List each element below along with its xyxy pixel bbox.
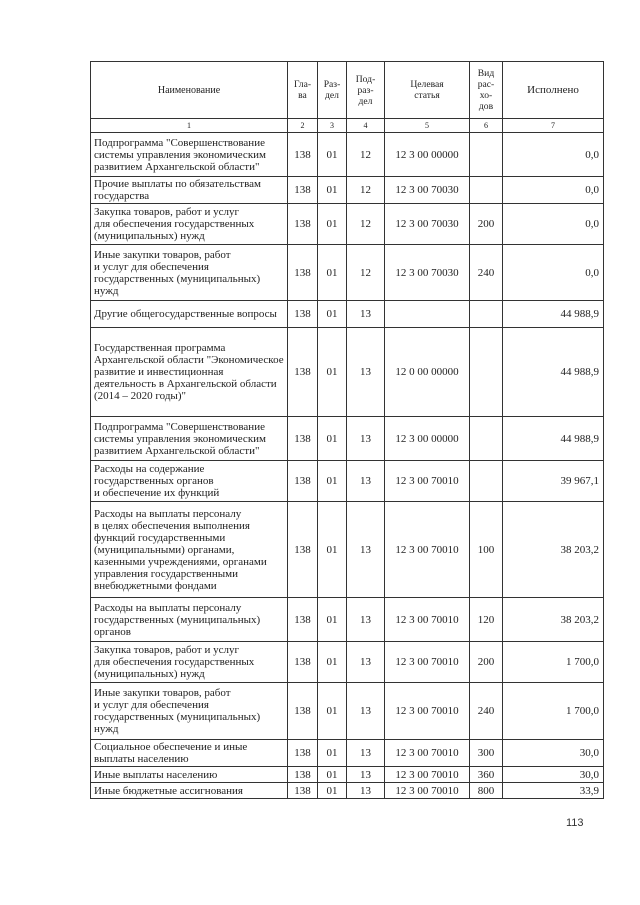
header-name: Наименование — [91, 62, 288, 119]
cell-name: Иные выплаты населению — [91, 767, 288, 783]
cell-executed: 30,0 — [503, 767, 604, 783]
cell-name: Расходы на выплаты персоналу государственных (муниципальных) органов — [91, 598, 288, 642]
cell-target: 12 3 00 70010 — [385, 740, 470, 767]
cell-subsection: 12 — [347, 245, 385, 301]
column-number: 5 — [385, 119, 470, 133]
cell-type: 360 — [470, 767, 503, 783]
column-number: 1 — [91, 119, 288, 133]
header-executed: Исполнено — [503, 62, 604, 119]
cell-chapter: 138 — [288, 133, 318, 177]
cell-type: 100 — [470, 502, 503, 598]
cell-subsection: 12 — [347, 133, 385, 177]
cell-target: 12 3 00 70030 — [385, 204, 470, 245]
header-subsection: Под- раз- дел — [347, 62, 385, 119]
column-number: 3 — [318, 119, 347, 133]
page-number: 113 — [566, 817, 584, 829]
cell-chapter: 138 — [288, 642, 318, 683]
cell-type: 300 — [470, 740, 503, 767]
cell-executed: 0,0 — [503, 133, 604, 177]
cell-name: Закупка товаров, работ и услуг для обеспечения государственных (муниципальных) нужд — [91, 642, 288, 683]
cell-subsection: 12 — [347, 204, 385, 245]
table-row — [91, 204, 604, 245]
cell-subsection: 13 — [347, 502, 385, 598]
cell-executed: 30,0 — [503, 740, 604, 767]
cell-chapter: 138 — [288, 461, 318, 502]
cell-executed: 38 203,2 — [503, 598, 604, 642]
table-row — [91, 328, 604, 417]
cell-target: 12 3 00 70030 — [385, 245, 470, 301]
column-number: 7 — [503, 119, 604, 133]
column-number: 4 — [347, 119, 385, 133]
header-type: Вид рас- хо- дов — [470, 62, 503, 119]
cell-target: 12 3 00 70010 — [385, 461, 470, 502]
cell-name: Другие общегосударственные вопросы — [91, 301, 288, 328]
cell-section: 01 — [318, 245, 347, 301]
cell-name: Закупка товаров, работ и услуг для обеспечения государственных (муниципальных) нужд — [91, 204, 288, 245]
cell-section: 01 — [318, 461, 347, 502]
cell-type — [470, 461, 503, 502]
cell-executed: 44 988,9 — [503, 301, 604, 328]
table-row — [91, 598, 604, 642]
cell-subsection: 12 — [347, 177, 385, 204]
cell-executed: 33,9 — [503, 783, 604, 799]
table-row — [91, 177, 604, 204]
cell-type — [470, 133, 503, 177]
cell-executed: 44 988,9 — [503, 417, 604, 461]
cell-executed: 44 988,9 — [503, 328, 604, 417]
cell-chapter: 138 — [288, 177, 318, 204]
table-row — [91, 245, 604, 301]
cell-type — [470, 417, 503, 461]
cell-executed: 0,0 — [503, 204, 604, 245]
cell-chapter: 138 — [288, 740, 318, 767]
cell-section: 01 — [318, 598, 347, 642]
cell-name: Прочие выплаты по обязательствам государства — [91, 177, 288, 204]
cell-type: 200 — [470, 642, 503, 683]
cell-subsection: 13 — [347, 783, 385, 799]
cell-executed: 39 967,1 — [503, 461, 604, 502]
cell-executed: 1 700,0 — [503, 642, 604, 683]
cell-target: 12 3 00 70010 — [385, 502, 470, 598]
table-row — [91, 301, 604, 328]
cell-chapter: 138 — [288, 502, 318, 598]
table-row — [91, 740, 604, 767]
cell-subsection: 13 — [347, 328, 385, 417]
cell-type — [470, 328, 503, 417]
cell-target: 12 3 00 70010 — [385, 783, 470, 799]
cell-type: 120 — [470, 598, 503, 642]
cell-type — [470, 177, 503, 204]
cell-section: 01 — [318, 642, 347, 683]
cell-chapter: 138 — [288, 598, 318, 642]
cell-section: 01 — [318, 502, 347, 598]
cell-section: 01 — [318, 767, 347, 783]
table-row — [91, 767, 604, 783]
table-row — [91, 417, 604, 461]
cell-name: Подпрограмма "Совершенствование системы управления экономическим развитием Архангельской области" — [91, 133, 288, 177]
cell-subsection: 13 — [347, 301, 385, 328]
cell-name: Расходы на содержание государственных органов и обеспечение их функций — [91, 461, 288, 502]
cell-name: Иные бюджетные ассигнования — [91, 783, 288, 799]
cell-chapter: 138 — [288, 245, 318, 301]
cell-section: 01 — [318, 740, 347, 767]
cell-type: 240 — [470, 683, 503, 740]
cell-type: 200 — [470, 204, 503, 245]
table-row — [91, 683, 604, 740]
cell-chapter: 138 — [288, 683, 318, 740]
cell-subsection: 13 — [347, 740, 385, 767]
cell-subsection: 13 — [347, 642, 385, 683]
cell-chapter: 138 — [288, 783, 318, 799]
cell-chapter: 138 — [288, 417, 318, 461]
cell-section: 01 — [318, 328, 347, 417]
cell-target — [385, 301, 470, 328]
cell-type — [470, 301, 503, 328]
table-body — [91, 133, 604, 799]
cell-subsection: 13 — [347, 683, 385, 740]
column-number-row — [91, 119, 604, 133]
header-chapter: Гла- ва — [288, 62, 318, 119]
cell-type: 800 — [470, 783, 503, 799]
cell-section: 01 — [318, 417, 347, 461]
cell-name: Расходы на выплаты персоналу в целях обеспечения выполнения функций государственными (муниципальными) органами, казенными учреждениями, органами управления государственными внебюджетными фондами — [91, 502, 288, 598]
cell-section: 01 — [318, 683, 347, 740]
cell-executed: 1 700,0 — [503, 683, 604, 740]
cell-executed: 0,0 — [503, 177, 604, 204]
cell-name: Государственная программа Архангельской области "Экономическое развитие и инвестиционная деятельность в Архангельской области (2014 – 2020 годы)" — [91, 328, 288, 417]
cell-section: 01 — [318, 177, 347, 204]
cell-type: 240 — [470, 245, 503, 301]
header-target: Целевая статья — [385, 62, 470, 119]
table-row — [91, 502, 604, 598]
cell-target: 12 0 00 00000 — [385, 328, 470, 417]
cell-subsection: 13 — [347, 767, 385, 783]
table-row — [91, 133, 604, 177]
cell-chapter: 138 — [288, 328, 318, 417]
cell-subsection: 13 — [347, 598, 385, 642]
table-row — [91, 461, 604, 502]
cell-section: 01 — [318, 204, 347, 245]
cell-target: 12 3 00 00000 — [385, 417, 470, 461]
cell-executed: 0,0 — [503, 245, 604, 301]
cell-chapter: 138 — [288, 301, 318, 328]
table-row — [91, 642, 604, 683]
cell-section: 01 — [318, 783, 347, 799]
cell-target: 12 3 00 70010 — [385, 642, 470, 683]
cell-target: 12 3 00 70010 — [385, 598, 470, 642]
cell-executed: 38 203,2 — [503, 502, 604, 598]
cell-target: 12 3 00 70030 — [385, 177, 470, 204]
column-number: 2 — [288, 119, 318, 133]
cell-target: 12 3 00 70010 — [385, 683, 470, 740]
cell-name: Иные закупки товаров, работ и услуг для обеспечения государственных (муниципальных) нужд — [91, 683, 288, 740]
table-row — [91, 783, 604, 799]
cell-target: 12 3 00 00000 — [385, 133, 470, 177]
header-row — [91, 62, 604, 119]
header-section: Раз- дел — [318, 62, 347, 119]
cell-chapter: 138 — [288, 767, 318, 783]
cell-name: Подпрограмма "Совершенствование системы управления экономическим развитием Архангельской области" — [91, 417, 288, 461]
cell-chapter: 138 — [288, 204, 318, 245]
cell-section: 01 — [318, 301, 347, 328]
budget-table — [90, 61, 604, 799]
cell-name: Социальное обеспечение и иные выплаты населению — [91, 740, 288, 767]
cell-subsection: 13 — [347, 417, 385, 461]
cell-target: 12 3 00 70010 — [385, 767, 470, 783]
column-number: 6 — [470, 119, 503, 133]
cell-section: 01 — [318, 133, 347, 177]
cell-subsection: 13 — [347, 461, 385, 502]
cell-name: Иные закупки товаров, работ и услуг для обеспечения государственных (муниципальных) нужд — [91, 245, 288, 301]
